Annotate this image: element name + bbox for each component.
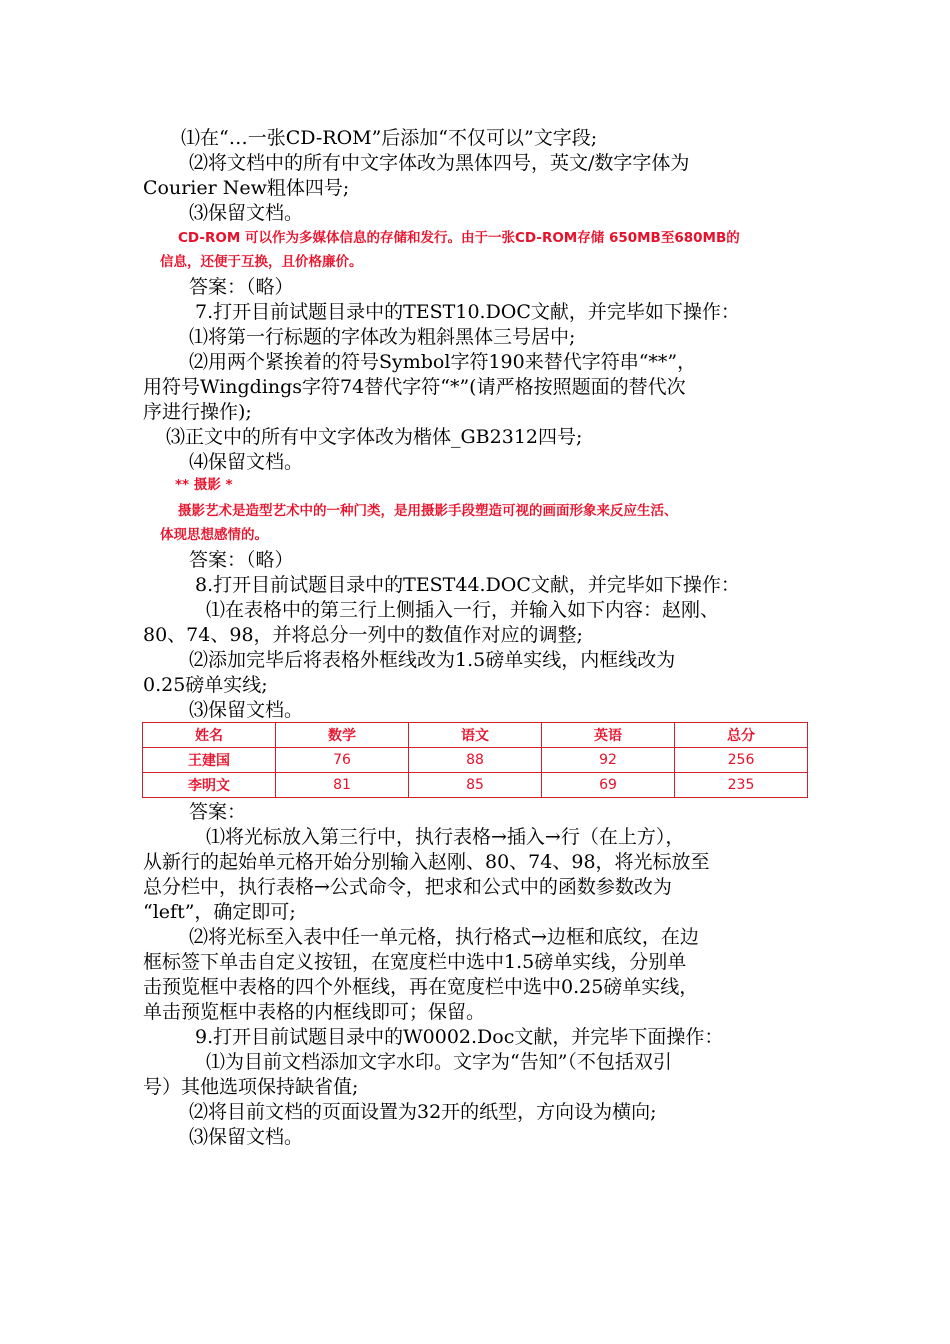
sample-text-line: 信息，还便于互换，且价格廉价。 (160, 254, 363, 270)
question-heading: 7.打开目前试题目录中的TEST10.DOC文献，并完毕如下操作： (195, 301, 740, 323)
instruction-line: 80、74、98，并将总分一列中的数值作对应的调整; (143, 624, 583, 646)
table-header-row (143, 723, 808, 748)
answer-text-line: 单击预览框中表格的内框线即可；保留。 (143, 1001, 486, 1023)
instruction-line: ⑵将目前文档的页面设置为32开的纸型，方向设为横向; (189, 1101, 657, 1123)
answer-text-line: ⑵将光标至入表中任一单元格，执行格式→边框和底纹，在边 (189, 926, 699, 948)
table-cell: 69 (542, 773, 675, 798)
table-header-cell: 语文 (409, 723, 542, 748)
answer-text-line: 总分栏中，执行表格→公式命令，把求和公式中的函数参数改为 (143, 876, 672, 898)
answer-text-line: 击预览框中表格的四个外框线，再在宽度栏中选中0.25磅单实线， (143, 976, 699, 998)
table-cell: 235 (675, 773, 808, 798)
table-cell: 88 (409, 748, 542, 773)
table-row (143, 773, 808, 798)
instruction-line: ⑴在表格中的第三行上侧插入一行，并输入如下内容：赵刚、 (206, 599, 720, 621)
instruction-line: ⑶保留文档。 (189, 202, 304, 224)
table-cell: 256 (675, 748, 808, 773)
answer-line: 答案：（略） (189, 276, 294, 298)
instruction-line: ⑶正文中的所有中文字体改为楷体_GB2312四号; (166, 426, 583, 448)
instruction-line: 0.25磅单实线; (143, 674, 268, 696)
score-table (142, 722, 808, 798)
instruction-line: 号）其他选项保持缺省值; (143, 1076, 359, 1098)
table-cell: 王建国 (143, 748, 276, 773)
table-cell: 85 (409, 773, 542, 798)
sample-text-line: 摄影艺术是造型艺术中的一种门类，是用摄影手段塑造可视的画面形象来反应生活、 (178, 503, 678, 519)
table-header-cell: 总分 (675, 723, 808, 748)
answer-line: 答案： (189, 801, 247, 823)
sample-text-line: CD-ROM 可以作为多媒体信息的存储和发行。由于一张CD-ROM存储 650MB至680MB的 (178, 230, 740, 246)
instruction-line: ⑶保留文档。 (189, 699, 304, 721)
instruction-line: ⑴为目前文档添加文字水印。文字为“告知”（不包括双引 (206, 1051, 672, 1073)
instruction-line: ⑵添加完毕后将表格外框线改为1.5磅单实线，内框线改为 (189, 649, 676, 671)
table-header-cell: 姓名 (143, 723, 276, 748)
instruction-line: ⑴将第一行标题的字体改为粗斜黑体三号居中; (189, 326, 576, 348)
answer-text-line: 框标签下单击自定义按钮，在宽度栏中选中1.5磅单实线，分别单 (143, 951, 687, 973)
sample-text-line: 体现思想感情的。 (160, 527, 268, 543)
table-header-cell: 数学 (276, 723, 409, 748)
instruction-line: ⑵用两个紧挨着的符号Symbol字符190来替代字符串“**”， (189, 351, 697, 373)
instruction-line: ⑷保留文档。 (189, 451, 304, 473)
answer-text-line: 从新行的起始单元格开始分别输入赵刚、80、74、98，将光标放至 (143, 851, 710, 873)
sample-title: ** 摄影 * (175, 477, 233, 493)
question-heading: 8.打开目前试题目录中的TEST44.DOC文献，并完毕如下操作： (195, 574, 740, 596)
table-cell: 81 (276, 773, 409, 798)
instruction-line: ⑶保留文档。 (189, 1126, 304, 1148)
instruction-line: ⑵将文档中的所有中文字体改为黑体四号，英文/数字字体为 (189, 152, 690, 174)
answer-text-line: “left”，确定即可; (143, 901, 296, 923)
instruction-line: Courier New粗体四号; (143, 177, 350, 199)
answer-line: 答案：（略） (189, 549, 294, 571)
instruction-line: 用符号Wingdings字符74替代字符“*”(请严格按照题面的替代次 (143, 376, 686, 398)
instruction-line: ⑴在“…一张CD-ROM”后添加“不仅可以”文字段; (181, 127, 598, 149)
table-header-cell: 英语 (542, 723, 675, 748)
table-cell: 92 (542, 748, 675, 773)
table-cell: 李明文 (143, 773, 276, 798)
question-heading: 9.打开目前试题目录中的W0002.Doc文献，并完毕下面操作： (195, 1026, 724, 1048)
table-cell: 76 (276, 748, 409, 773)
table-row (143, 748, 808, 773)
answer-text-line: ⑴将光标放入第三行中，执行表格→插入→行（在上方）， (206, 826, 685, 848)
instruction-line: 序进行操作); (143, 401, 252, 423)
